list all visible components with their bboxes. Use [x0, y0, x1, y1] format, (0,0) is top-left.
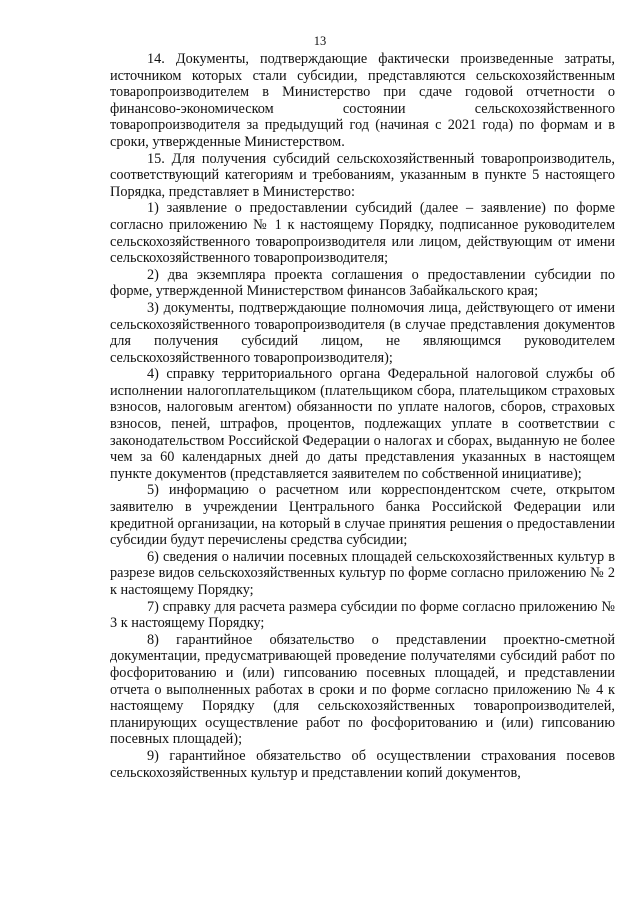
list-item-1: 1) заявление о предоставлении субсидий (далее – заявление) по форме согласно приложению № 1 к настоящему Порядку, подписанное руководителем сельскохозяйственного товаропроизводителя или лицом, действующим от имени сельскохозяйственного товаропроизводителя; [110, 200, 615, 267]
list-item-5: 5) информацию о расчетном или корреспондентском счете, открытом заявителю в учреждении Центрального банка Российской Федерации или кредитной организации, на который в случае принятия решения о предоставлении субсидии будут перечислены средства субсидии; [110, 482, 615, 549]
list-item-8: 8) гарантийное обязательство о представлении проектно-сметной документации, предусматривающей проведение получателями субсидий работ по фосфоритованию и (или) гипсованию посевных площадей, и представлении отчета о выполненных работах в сроки и по форме согласно приложению № 4 к настоящему Порядку (для сельскохозяйственных товаропроизводителей, планирующих осуществление работ по фосфоритованию и (или) гипсованию посевных площадей); [110, 631, 615, 748]
page-number: 13 [313, 34, 327, 48]
paragraph-15: 15. Для получения субсидий сельскохозяйственный товаропроизводитель, соответствующий категориям и требованиям, указанным в пункте 5 настоящего Порядка, представляет в Министерство: [110, 150, 615, 200]
list-item-6: 6) сведения о наличии посевных площадей сельскохозяйственных культур в разрезе видов сельскохозяйственных культур по форме согласно приложению № 2 к настоящему Порядку; [110, 548, 615, 598]
list-item-2: 2) два экземпляра проекта соглашения о предоставлении субсидии по форме, утвержденной Министерством финансов Забайкальского края; [110, 266, 615, 300]
document-body [110, 51, 615, 781]
list-item-3: 3) документы, подтверждающие полномочия лица, действующего от имени сельскохозяйственного товаропроизводителя (в случае представления документов для получения субсидий лицом, не являющимся руководителем сельскохозяйственного товаропроизводителя); [110, 299, 615, 366]
list-item-4: 4) справку территориального органа Федеральной налоговой службы об исполнении налогоплательщиком (плательщиком сбора, плательщиком страховых взносов, налоговым агентом) обязанности по уплате налогов, сборов, страховых взносов, пеней, штрафов, процентов, подлежащих уплате в соответствии с законодательством Российской Федерации о налогах и сборах, выданную не более чем за 60 календарных дней до даты представления указанных в настоящем пункте документов (представляется заявителем по собственной инициативе); [110, 366, 615, 482]
paragraph-14: 14. Документы, подтверждающие фактически произведенные затраты, источником которых стали субсидии, представляются сельскохозяйственным товаропроизводителем в Министерство при сдаче годовой отчетности о финансово-экономическом состоянии сельскохозяйственного товаропроизводителя за предыдущий год (начиная с 2021 года) по формам и в сроки, утвержденные Министерством. [110, 51, 615, 150]
list-item-9: 9) гарантийное обязательство об осуществлении страхования посевов сельскохозяйственных культур и представлении копий документов, [110, 747, 615, 781]
list-item-7: 7) справку для расчета размера субсидии по форме согласно приложению № 3 к настоящему Порядку; [110, 598, 615, 632]
